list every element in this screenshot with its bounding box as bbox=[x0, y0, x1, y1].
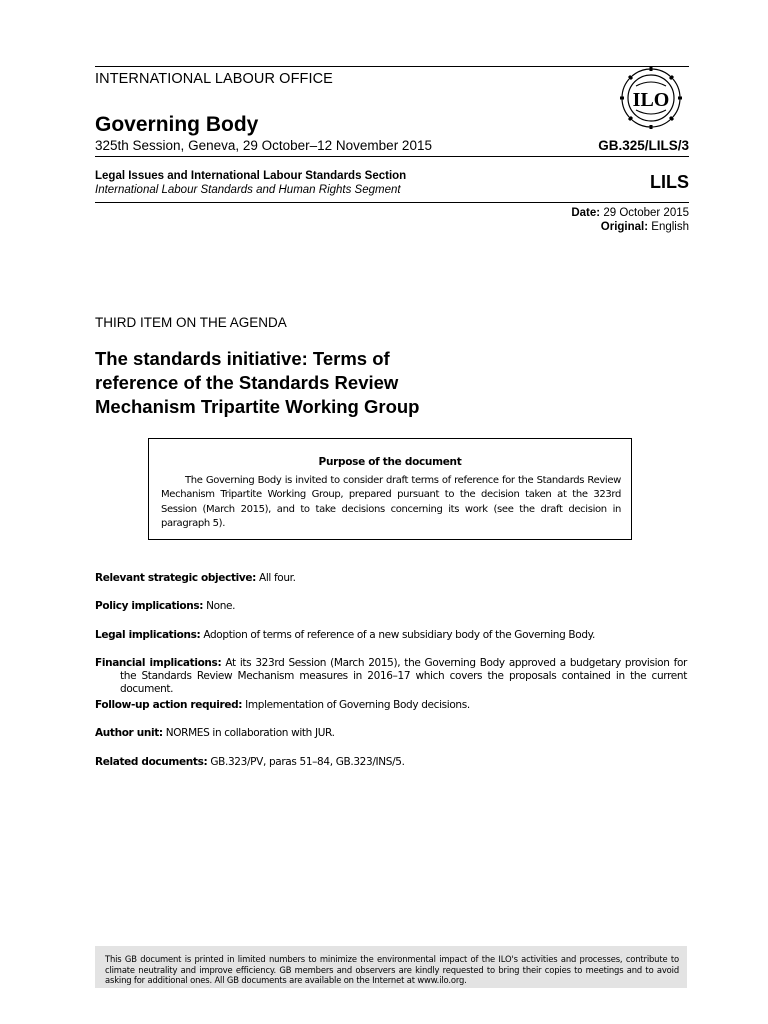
purpose-text: The Governing Body is invited to consider draft terms of reference for the Standards Review Mechanism Tripartite Working Group, prepared pursuant to the decision taken at the 323rd Session (March 2015), and to take decisions concerning its work (see the draft decision in paragraph 5). bbox=[161, 475, 621, 529]
footer-note-text: This GB document is printed in limited numbers to minimize the environmental impact of the ILO's activities and processes, contribute to climate neutrality and improve efficiency. GB members and observers are kindly requested to bring their copies to meetings and to avoid asking for additional ones. All GB documents are available on the Internet at www.ilo.org. bbox=[105, 954, 679, 986]
document-reference: GB.325/LILS/3 bbox=[598, 138, 689, 153]
info-value: Adoption of terms of reference of a new subsidiary body of the Governing Body. bbox=[203, 629, 595, 641]
date-value: 29 October 2015 bbox=[603, 207, 689, 219]
organisation-name: INTERNATIONAL LABOUR OFFICE bbox=[95, 71, 333, 87]
info-value: None. bbox=[206, 600, 236, 612]
info-label: Policy implications: bbox=[95, 600, 204, 612]
segment-name: International Labour Standards and Human Rights Segment bbox=[95, 184, 401, 196]
purpose-heading: Purpose of the document bbox=[318, 456, 462, 468]
section-name: Legal Issues and International Labour Standards Section bbox=[95, 170, 407, 182]
info-label: Follow-up action required: bbox=[95, 699, 243, 711]
info-label: Financial implications: bbox=[95, 657, 222, 669]
info-label: Legal implications: bbox=[95, 629, 201, 641]
info-value: Implementation of Governing Body decisions. bbox=[245, 699, 470, 711]
info-strategic-objective bbox=[95, 572, 687, 585]
ilo-logo-icon bbox=[612, 66, 690, 130]
info-value: All four. bbox=[258, 572, 296, 584]
info-legal-implications bbox=[95, 629, 687, 642]
info-label: Related documents: bbox=[95, 756, 208, 768]
original-label: Original: bbox=[600, 221, 649, 233]
date-label: Date: bbox=[571, 207, 601, 219]
info-value: GB.323/PV, paras 51–84, GB.323/INS/5. bbox=[210, 756, 405, 768]
purpose-box bbox=[148, 438, 632, 540]
session-info: 325th Session, Geneva, 29 October–12 November 2015 bbox=[95, 138, 432, 153]
document-date bbox=[571, 207, 689, 219]
title-line: reference of the Standards Review bbox=[95, 372, 399, 393]
section-code: LILS bbox=[650, 172, 689, 192]
header-rule bbox=[95, 156, 689, 157]
governing-body-title: Governing Body bbox=[95, 113, 259, 136]
info-policy-implications bbox=[95, 600, 687, 613]
section-rule bbox=[95, 202, 689, 203]
info-label: Relevant strategic objective: bbox=[95, 572, 256, 584]
environmental-footer-note bbox=[95, 946, 687, 988]
info-label: Author unit: bbox=[95, 727, 163, 739]
original-value: English bbox=[651, 221, 689, 233]
info-related-documents bbox=[95, 756, 687, 769]
original-language bbox=[601, 221, 689, 233]
info-follow-up-action bbox=[95, 699, 687, 712]
info-financial-implications bbox=[95, 657, 687, 696]
info-author-unit bbox=[95, 727, 687, 740]
top-rule bbox=[95, 66, 689, 67]
info-value: NORMES in collaboration with JUR. bbox=[165, 727, 335, 739]
svg-text:ILO: ILO bbox=[632, 89, 670, 111]
agenda-item: THIRD ITEM ON THE AGENDA bbox=[95, 315, 287, 330]
title-line: Mechanism Tripartite Working Group bbox=[95, 396, 420, 417]
document-title bbox=[95, 347, 515, 419]
info-value: At its 323rd Session (March 2015), the Governing Body approved a budgetary provision for the Standards Review Mechanism measures in 2016–17 which covers the proposals contained in the current document. bbox=[120, 657, 687, 695]
title-line: The standards initiative: Terms of bbox=[95, 348, 390, 369]
